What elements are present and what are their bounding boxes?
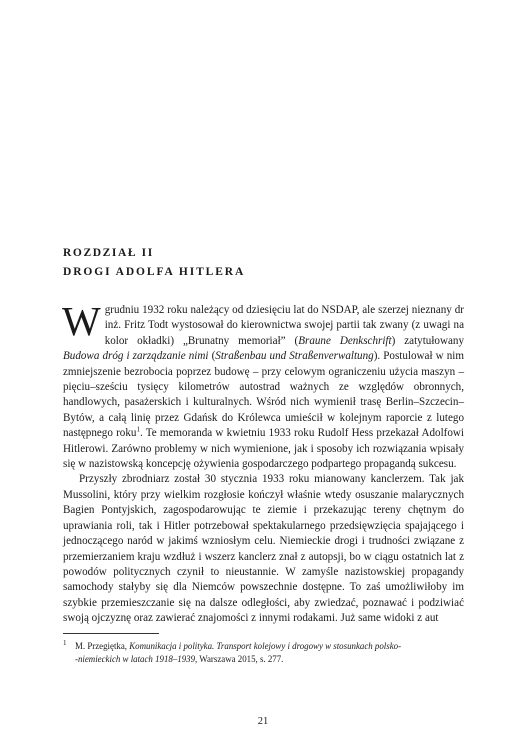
paragraph-1 xyxy=(62,298,465,472)
footnote-number: 1 xyxy=(63,639,67,648)
footnote-separator xyxy=(63,633,159,634)
paragraph-1-text: . Te memoranda w kwietniu 1933 roku Rudolf Hess przekazał Adolfowi Hitlerowi. Zarówno problemy w nich wymienione, jak i sposoby ich rozwiązania wpisały się w nazistowską koncepcję ożywienia gospodarczego podpartego propagandą sukcesu. xyxy=(63,427,464,471)
footnote-text: , Warszawa 2015, s. 277. xyxy=(195,654,284,665)
footnote xyxy=(63,640,464,666)
paragraph-1-text: ( xyxy=(208,350,216,363)
footnote-text: M. Przegiętka, xyxy=(75,641,130,651)
paragraph-2: Przyszły zbrodniarz został 30 stycznia 1933 roku mianowany kanclerzem. Tak jak Mussolini, który przy wielkim rozgłosie kończył właśnie wtedy osuszanie malarycznych Bagien Pontyjskich, zagospodarowując te ziemie i przekazując tereny chętnym do uprawiania roli, tak i Hitler potrzebował spektakularnego przedsięwzięcia spajającego i jednoczącego naród w jakimś wzniosłym celu. Niemieckie drogi i trudności związane z przemierzaniem kraju wzdłuż i wszerz kanclerz znał z autopsji, bo w ciągu ostatnich lat z powodów politycznych czynił to nieustannie. W zamyśle nazistowskiej propagandy samochody stałyby się dla Niemców powszechnie dostępne. To zaś umożliwiłoby im szybkie przemieszczanie się na dalsze odległości, aby zwiedzać, poznawać i podziwiać swoją ojczyznę oraz zawierać znajomości z innymi rodakami. Już same widoki z aut xyxy=(63,473,464,625)
chapter-label: ROZDZIAŁ II xyxy=(63,247,154,259)
paragraph-1-text: ) zatytułowany xyxy=(391,334,464,347)
italic-term: Braune Denkschrift xyxy=(298,334,392,347)
footnote-reference: 1 xyxy=(136,425,140,434)
italic-term: Straßenbau und Straßenverwaltung xyxy=(215,350,374,363)
drop-cap: W xyxy=(62,298,101,344)
footnote-continuation xyxy=(63,653,464,666)
page-number: 21 xyxy=(257,716,269,727)
paragraph-1-text: grudniu 1932 roku należący od dziesięciu lat do NSDAP, ale szerzej nieznany dr inż. Fritz Todt wystosował do kierownictwa swojej partii tak zwany (z uwagi na kolor okładki) „Brunatny memoriał” ( xyxy=(104,304,464,347)
footnote-italic: Komunikacja i polityka. Transport kolejowy i drogowy w stosunkach polsko- xyxy=(129,641,402,651)
paragraph-1-text: ). Postulował w nim zmniejszenie bezrobocia poprzez budowę – przy celowym ograniczeniu użycia maszyn – pięciu–sześciu tysięcy kilometrów autostrad ważnych ze względów obronnych, handlowych, pasażerskich i kulturalnych. Wśród nich wymienił trasę Berlin–Szczecin–Bytów, a całą linię przez Gdańsk do Królewca umieścił w kolejnym raporcie z lutego następnego roku xyxy=(63,350,465,440)
chapter-title: DROGI ADOLFA HITLERA xyxy=(63,266,246,278)
body-text xyxy=(62,298,465,627)
footnote-italic: -niemieckich w latach 1918–1939 xyxy=(75,654,196,665)
italic-title: Budowa dróg i zarządzanie nimi xyxy=(63,350,209,363)
